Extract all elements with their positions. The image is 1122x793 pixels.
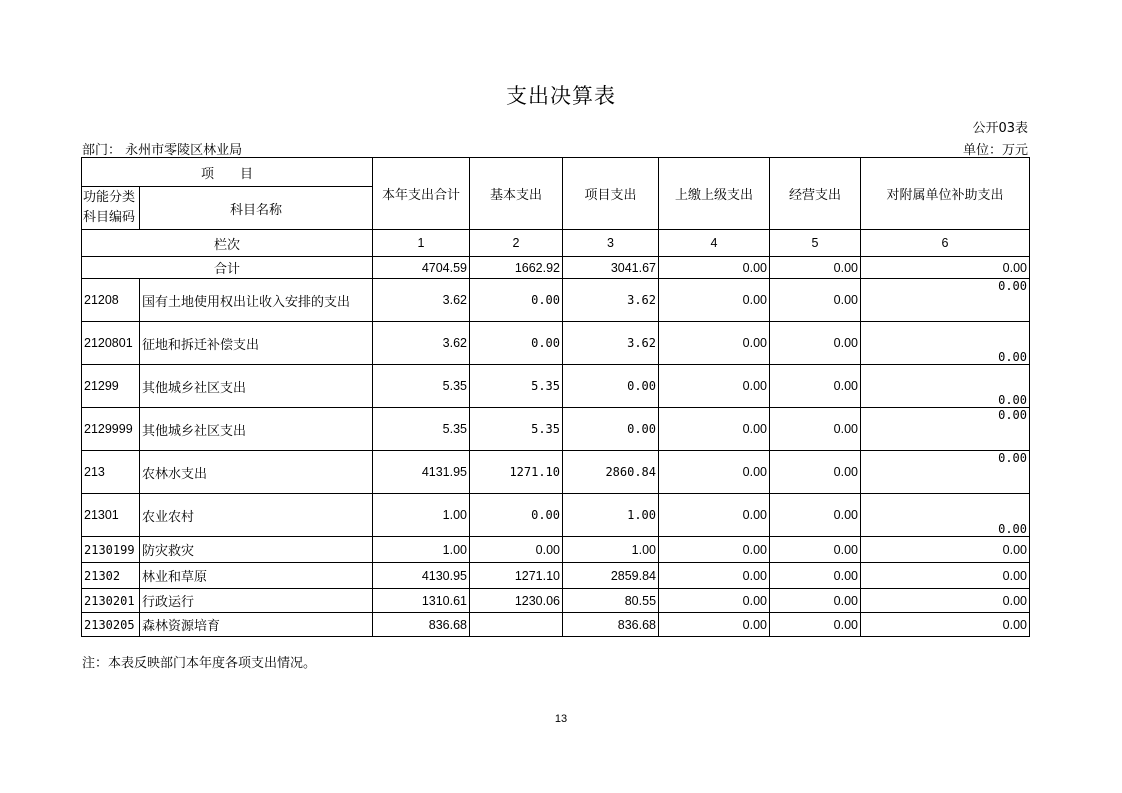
row-code: 21299 bbox=[82, 365, 140, 408]
row-code: 21301 bbox=[82, 494, 140, 537]
table-row bbox=[82, 563, 1030, 589]
row-value: 0.00 bbox=[861, 537, 1030, 563]
row-value: 2860.84 bbox=[563, 451, 659, 494]
table-row bbox=[82, 537, 1030, 563]
table-row bbox=[82, 279, 1030, 322]
table-row bbox=[82, 589, 1030, 613]
col-header-subsidy: 对附属单位补助支出 bbox=[861, 158, 1030, 230]
total-value: 0.00 bbox=[770, 257, 861, 279]
row-value: 0.00 bbox=[770, 537, 861, 563]
row-name: 征地和拆迁补偿支出 bbox=[140, 322, 373, 365]
row-value: 0.00 bbox=[861, 563, 1030, 589]
row-value: 0.00 bbox=[861, 494, 1030, 537]
row-value: 1230.06 bbox=[470, 589, 563, 613]
col-number: 6 bbox=[861, 230, 1030, 257]
col-header-basic: 基本支出 bbox=[470, 158, 563, 230]
row-value: 0.00 bbox=[861, 322, 1030, 365]
row-value: 5.35 bbox=[373, 408, 470, 451]
col-header-operating: 经营支出 bbox=[770, 158, 861, 230]
row-code: 2130201 bbox=[82, 589, 140, 613]
col-number: 3 bbox=[563, 230, 659, 257]
func-code-header: 功能分类 科目编码 bbox=[82, 187, 140, 230]
row-value: 0.00 bbox=[770, 563, 861, 589]
row-value: 1271.10 bbox=[470, 563, 563, 589]
col-number: 1 bbox=[373, 230, 470, 257]
row-value: 0.00 bbox=[659, 408, 770, 451]
row-name: 防灾救灾 bbox=[140, 537, 373, 563]
row-name: 农林水支出 bbox=[140, 451, 373, 494]
row-value: 0.00 bbox=[563, 408, 659, 451]
row-value: 0.00 bbox=[770, 451, 861, 494]
row-value: 0.00 bbox=[470, 279, 563, 322]
row-value: 0.00 bbox=[659, 613, 770, 637]
row-value: 5.35 bbox=[470, 365, 563, 408]
row-value: 4130.95 bbox=[373, 563, 470, 589]
row-code: 2129999 bbox=[82, 408, 140, 451]
row-value: 0.00 bbox=[470, 537, 563, 563]
table-row bbox=[82, 494, 1030, 537]
row-value: 0.00 bbox=[861, 279, 1030, 322]
subject-name-header: 科目名称 bbox=[140, 187, 373, 230]
table-row bbox=[82, 451, 1030, 494]
row-value: 0.00 bbox=[563, 365, 659, 408]
row-value: 0.00 bbox=[770, 589, 861, 613]
row-code: 21208 bbox=[82, 279, 140, 322]
expenditure-table bbox=[81, 157, 1030, 637]
row-value: 0.00 bbox=[861, 613, 1030, 637]
row-value: 836.68 bbox=[373, 613, 470, 637]
row-value: 1.00 bbox=[373, 537, 470, 563]
unit-label: 单位：万元 bbox=[962, 143, 1028, 158]
row-value: 0.00 bbox=[659, 451, 770, 494]
row-value: 5.35 bbox=[470, 408, 563, 451]
row-value: 0.00 bbox=[770, 613, 861, 637]
row-name: 其他城乡社区支出 bbox=[140, 408, 373, 451]
row-value: 1271.10 bbox=[470, 451, 563, 494]
col-label-header: 栏次 bbox=[82, 230, 373, 257]
table-code: 公开03表 bbox=[972, 121, 1028, 136]
total-value: 3041.67 bbox=[563, 257, 659, 279]
total-row bbox=[82, 257, 1030, 279]
row-name: 森林资源培育 bbox=[140, 613, 373, 637]
department-label: 部门： 永州市零陵区林业局 bbox=[82, 143, 243, 158]
total-value: 4704.59 bbox=[373, 257, 470, 279]
table-row bbox=[82, 408, 1030, 451]
row-value: 0.00 bbox=[861, 589, 1030, 613]
col-number: 4 bbox=[659, 230, 770, 257]
row-code: 2130205 bbox=[82, 613, 140, 637]
row-value: 1310.61 bbox=[373, 589, 470, 613]
row-value: 3.62 bbox=[563, 279, 659, 322]
page-title: 支出决算表 bbox=[506, 84, 616, 108]
row-value: 1.00 bbox=[563, 537, 659, 563]
row-value: 4131.95 bbox=[373, 451, 470, 494]
row-value: 0.00 bbox=[470, 494, 563, 537]
row-value bbox=[470, 613, 563, 637]
row-code: 21302 bbox=[82, 563, 140, 589]
row-value: 0.00 bbox=[659, 494, 770, 537]
row-value: 5.35 bbox=[373, 365, 470, 408]
total-label: 合计 bbox=[82, 257, 373, 279]
row-value: 0.00 bbox=[861, 451, 1030, 494]
item-header: 项 目 bbox=[82, 158, 373, 187]
page-number: 13 bbox=[554, 713, 568, 725]
row-code: 213 bbox=[82, 451, 140, 494]
footnote: 注：本表反映部门本年度各项支出情况。 bbox=[82, 656, 317, 671]
row-name: 国有土地使用权出让收入安排的支出 bbox=[140, 279, 373, 322]
row-name: 行政运行 bbox=[140, 589, 373, 613]
col-number: 2 bbox=[470, 230, 563, 257]
row-code: 2130199 bbox=[82, 537, 140, 563]
row-value: 0.00 bbox=[659, 537, 770, 563]
row-value: 0.00 bbox=[861, 408, 1030, 451]
row-name: 其他城乡社区支出 bbox=[140, 365, 373, 408]
row-value: 0.00 bbox=[659, 322, 770, 365]
row-value: 0.00 bbox=[861, 365, 1030, 408]
row-value: 80.55 bbox=[563, 589, 659, 613]
row-value: 0.00 bbox=[659, 279, 770, 322]
row-value: 0.00 bbox=[770, 365, 861, 408]
row-code: 2120801 bbox=[82, 322, 140, 365]
row-value: 0.00 bbox=[770, 494, 861, 537]
table-row bbox=[82, 322, 1030, 365]
table-row bbox=[82, 613, 1030, 637]
total-value: 0.00 bbox=[861, 257, 1030, 279]
row-value: 3.62 bbox=[373, 322, 470, 365]
col-header-remit: 上缴上级支出 bbox=[659, 158, 770, 230]
row-value: 3.62 bbox=[373, 279, 470, 322]
row-value: 0.00 bbox=[659, 365, 770, 408]
col-header-total: 本年支出合计 bbox=[373, 158, 470, 230]
row-value: 2859.84 bbox=[563, 563, 659, 589]
row-name: 农业农村 bbox=[140, 494, 373, 537]
row-value: 0.00 bbox=[470, 322, 563, 365]
row-value: 0.00 bbox=[770, 408, 861, 451]
row-value: 1.00 bbox=[563, 494, 659, 537]
table-row bbox=[82, 365, 1030, 408]
row-value: 0.00 bbox=[770, 279, 861, 322]
row-name: 林业和草原 bbox=[140, 563, 373, 589]
row-value: 0.00 bbox=[770, 322, 861, 365]
row-value: 1.00 bbox=[373, 494, 470, 537]
col-number: 5 bbox=[770, 230, 861, 257]
total-value: 1662.92 bbox=[470, 257, 563, 279]
col-header-project: 项目支出 bbox=[563, 158, 659, 230]
row-value: 3.62 bbox=[563, 322, 659, 365]
total-value: 0.00 bbox=[659, 257, 770, 279]
row-value: 0.00 bbox=[659, 563, 770, 589]
row-value: 836.68 bbox=[563, 613, 659, 637]
row-value: 0.00 bbox=[659, 589, 770, 613]
